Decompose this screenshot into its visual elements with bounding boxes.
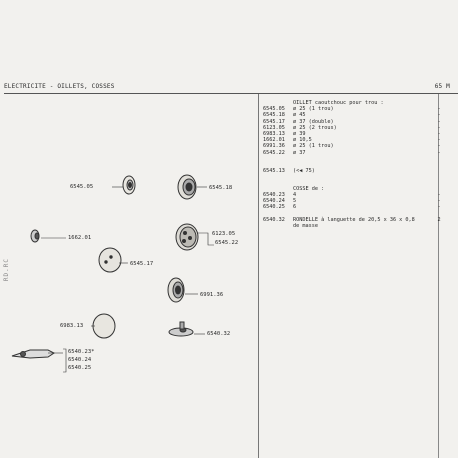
cosse-qty: - [437,192,441,199]
rondelle-cont: de masse [293,222,318,229]
page-number: 65 M [434,83,450,90]
label-6540-24: 6540.24 [68,357,92,363]
oillet-text: ø 25 (1 trou) [293,143,334,150]
cosse-qty: - [437,204,441,211]
oillet-text: ø 37 [293,149,306,156]
label-6540-32: 6540.32 [207,331,231,337]
oillet-text: ø 45 [293,112,306,119]
cosse-qty: - [437,198,441,205]
cosse-rows [263,192,443,211]
rondelle-cont-row [263,223,443,229]
rondelle-ref: 6540.32 [263,216,285,223]
oillet-ref: 6545.05 [263,106,285,113]
oillet-ref: 6983.13 [263,130,285,137]
plug-6983-13-drawing [91,314,115,338]
oillet-text: ø 10,5 [293,137,312,144]
note-row [263,168,443,174]
oillet-ref: 6545.22 [263,149,285,156]
list-item [263,150,443,156]
cosse-ref: 6540.23 [263,192,285,199]
washer-6540-32-drawing [169,322,205,336]
oillet-heading: OILLET caoutchouc pour trou : [293,100,384,106]
cosse-heading: COSSE de : [293,185,325,192]
grommet-6545-18-drawing [178,175,207,199]
label-6545-05: 6545.05 [70,184,94,190]
label-6540-25: 6540.25 [68,365,92,371]
oillet-qty: - [437,106,441,113]
oillet-ref: 6123.05 [263,124,285,131]
grommet-6545-05-drawing [112,176,135,194]
cosse-text: 6 [293,204,297,211]
oillet-qty: - [437,118,441,125]
cosse-ref: 6540.25 [263,204,285,211]
oillet-rows [263,106,443,156]
note-ref: 6545.13 [263,167,285,174]
oillet-ref: 6545.18 [263,112,285,119]
label-1662-01: 1662.01 [68,235,92,241]
oillet-text: ø 37 (double) [293,118,334,125]
label-6983-13: 6983.13 [60,323,84,329]
side-stamp: RD.RC [3,258,10,282]
oillet-ref: 6991.36 [263,143,285,150]
label-6123-05: 6123.05 [212,231,236,237]
oillet-text: ø 25 (2 trous) [293,124,337,131]
oillet-qty: - [437,137,441,144]
oillet-ref: 1662.01 [263,137,285,144]
label-6540-23: 6540.23* [68,349,95,355]
oillet-qty: - [437,130,441,137]
label-6545-17: 6545.17 [130,261,154,267]
oillet-qty: - [437,112,441,119]
oillet-qty: - [437,149,441,156]
list-item [263,204,443,210]
rondelle-qty: 2 [437,216,441,223]
label-6991-36: 6991.36 [200,292,224,298]
oillet-ref: 6545.17 [263,118,285,125]
section-title: ELECTRICITE - OILLETS, COSSES [4,83,115,90]
cosse-text: 4 [293,192,297,199]
oillet-qty: - [437,124,441,131]
oillet-text: ø 39 [293,130,306,137]
cable-lug-drawing [12,349,66,372]
rondelle-text: RONDELLE à languette de 20,5 x 36 x 0,8 [293,216,415,223]
oillet-text: ø 25 (1 trou) [293,106,334,113]
parts-list [263,100,443,229]
grommet-1662-01-drawing [31,230,66,242]
label-6545-18: 6545.18 [209,185,233,191]
plug-6545-17-drawing [99,248,128,272]
note-text: (<◀ 75) [293,167,315,174]
cosse-text: 5 [293,198,297,205]
grommet-6991-36-drawing [168,278,198,302]
oillet-qty: - [437,143,441,150]
cosse-ref: 6540.24 [263,198,285,205]
grommet-6123-05-drawing [176,224,214,250]
label-6545-22: 6545.22 [215,240,239,246]
